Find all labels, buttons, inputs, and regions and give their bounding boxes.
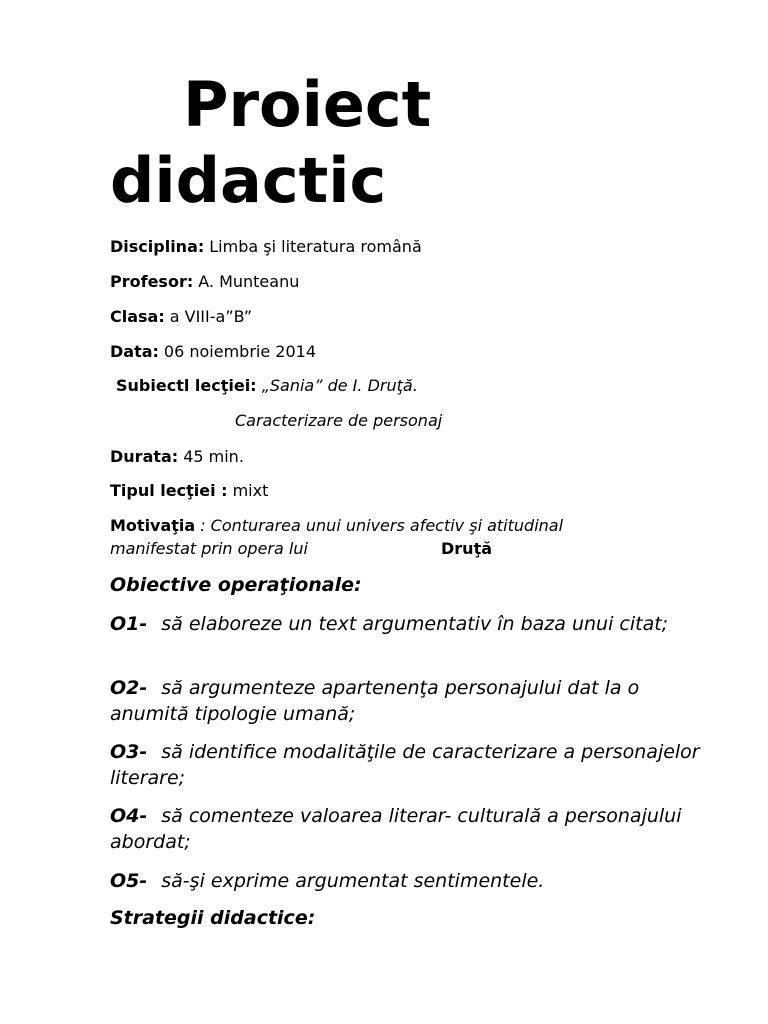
title-line-1: Proiect — [183, 68, 432, 141]
objective-item — [110, 675, 710, 727]
objective-text: să-şi exprime argumentat sentimentele. — [161, 870, 545, 892]
field-profesor — [110, 272, 299, 292]
field-value: Limba şi literatura română — [209, 237, 422, 256]
field-value: 06 noiembrie 2014 — [163, 342, 316, 361]
field-clasa — [110, 307, 252, 327]
objective-code: O4- — [110, 805, 148, 827]
field-label: Tipul lecţiei : — [110, 481, 228, 500]
objective-item — [110, 868, 710, 894]
field-value: A. Munteanu — [198, 272, 300, 291]
field-label: Disciplina: — [110, 237, 205, 256]
objective-text: să elaboreze un text argumentativ în baza unui citat; — [161, 613, 669, 635]
field-data — [110, 342, 316, 362]
objective-item — [110, 803, 710, 855]
field-value: manifestat prin opera lui — [110, 539, 308, 558]
field-label: Durata: — [110, 447, 179, 466]
field-value: mixt — [232, 481, 269, 500]
objective-text: să argumenteze apartenenţa personajului dat la o anumită tipologie umană; — [110, 677, 640, 725]
field-label: Motivaţia — [110, 516, 196, 535]
strategies-heading: Strategii didactice: — [110, 907, 316, 929]
field-label: Data: — [110, 342, 159, 361]
field-durata — [110, 447, 244, 467]
objective-text: să comenteze valoarea literar- culturală a personajului abordat; — [110, 805, 682, 853]
objectives-heading: Obiective operaţionale: — [110, 574, 362, 596]
objective-code: O5- — [110, 870, 148, 892]
field-subiect — [116, 376, 418, 396]
objective-code: O3- — [110, 741, 148, 763]
objective-text: să identifice modalităţile de caracterizare a personajelor literare; — [110, 741, 700, 789]
objective-code: O2- — [110, 677, 148, 699]
field-value: „Sania” de I. Druţă. — [261, 376, 418, 395]
field-value: a VIII-a”B” — [169, 307, 252, 326]
objective-item — [110, 739, 710, 791]
field-value: : Conturarea unui univers afectiv şi atitudinal — [200, 516, 564, 535]
title-line-2: didactic — [110, 144, 387, 217]
field-disciplina — [110, 237, 422, 257]
field-subiect-continued: Caracterizare de personaj — [235, 411, 443, 430]
objective-item — [110, 611, 710, 637]
field-motivatia-continued — [110, 539, 493, 559]
field-label: Subiectl lecţiei: — [116, 376, 257, 395]
field-motivatia — [110, 516, 563, 536]
field-value: 45 min. — [183, 447, 244, 466]
field-label: Clasa: — [110, 307, 165, 326]
field-label: Profesor: — [110, 272, 194, 291]
author-name: Druţă — [441, 539, 493, 558]
objective-code: O1- — [110, 613, 148, 635]
field-tipul — [110, 481, 268, 501]
